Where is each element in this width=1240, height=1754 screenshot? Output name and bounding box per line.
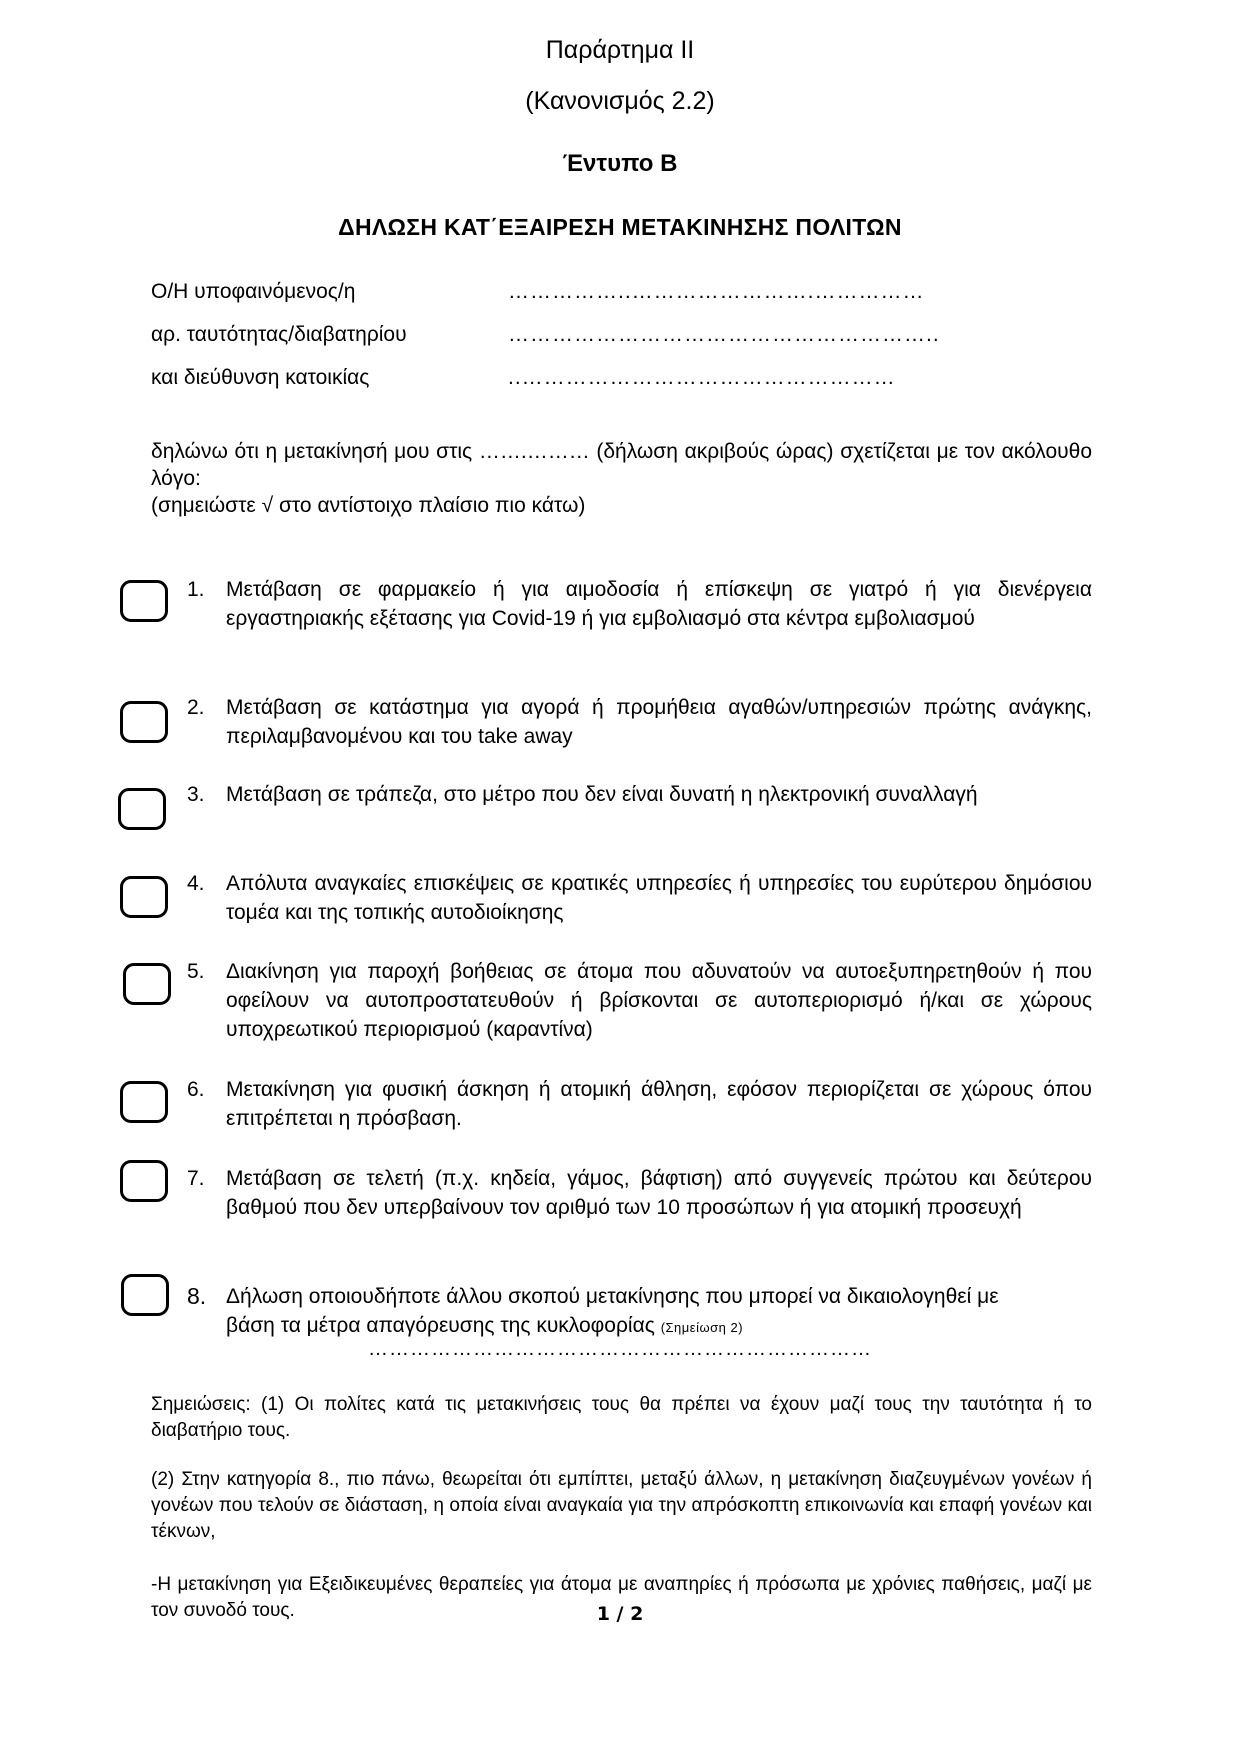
reason-checkbox-3[interactable] [118, 788, 166, 830]
reason-number: 3. [187, 783, 205, 806]
reason-number: 8. [187, 1283, 207, 1309]
instruction-text: (σημειώστε √ στο αντίστοιχο πλαίσιο πιο κάτω) [151, 494, 586, 517]
annex-heading: Παράρτημα ΙΙ [545, 36, 695, 64]
declarant-name-label: Ο/Η υποφαινόμενος/η [151, 280, 356, 303]
address-blank[interactable]: ..…………………………………………… [508, 366, 896, 389]
reason-checkbox-4[interactable] [120, 876, 168, 918]
other-reason-blank[interactable]: ……………………………………………………………… [368, 1338, 872, 1360]
reason-text: Μετακίνηση για φυσική άσκηση ή ατομική άθληση, εφόσον περιορίζεται σε χώρους όπου επιτρέπεται η πρόσβαση. [226, 1078, 1092, 1130]
reason-number: 2. [187, 696, 205, 719]
id-number-label: αρ. ταυτότητας/διαβατηρίου [151, 323, 407, 346]
reason-text-body: Δήλωση οποιουδήποτε άλλου σκοπού μετακίνησης που μπορεί να δικαιολογηθεί με βάση τα μέτρα απαγόρευσης της κυκλοφορίας [226, 1285, 999, 1337]
reason-text: Μετάβαση σε τράπεζα, στο μέτρο που δεν είναι δυνατή η ηλεκτρονική συναλλαγή [226, 783, 978, 806]
page-title: ΔΗΛΩΣΗ ΚΑΤ΄ΕΞΑΙΡΕΣΗ ΜΕΤΑΚΙΝΗΣΗΣ ΠΟΛΙΤΩΝ [338, 214, 902, 240]
reason-note-ref: (Σημείωση 2) [660, 1320, 744, 1335]
regulation-heading: (Κανονισμός 2.2) [525, 87, 715, 115]
reason-checkbox-5[interactable] [123, 963, 171, 1005]
reason-text: Διακίνηση για παροχή βοήθειας σε άτομα που αδυνατούν να αυτοεξυπηρετηθούν ή που οφείλουν να αυτοπροστατευθούν ή βρίσκονται σε αυτοπεριορισμό ή/και σε χώρους υποχρεωτικού περιορισμού (καραντίνα) [226, 960, 1092, 1041]
reason-checkbox-8[interactable] [121, 1274, 169, 1316]
note-2: (2) Στην κατηγορία 8., πιο πάνω, θεωρείται ότι εμπίπτει, μεταξύ άλλων, η μετακίνηση διαζευγμένων γονέων ή γονέων που τελούν σε διάσταση, η οποία είναι αναγκαία για την απρόσκοπτη επικοινωνία και επαφή γονέων και τέκνων, [151, 1469, 1092, 1542]
reason-text: Απόλυτα αναγκαίες επισκέψεις σε κρατικές υπηρεσίες ή υπηρεσίες του ευρύτερου δημόσιου τομέα και της τοπικής αυτοδιοίκησης [226, 872, 1092, 924]
reason-number: 5. [187, 960, 205, 983]
reason-number: 6. [187, 1078, 205, 1101]
reason-text: Μετάβαση σε φαρμακείο ή για αιμοδοσία ή επίσκεψη σε γιατρό ή για διενέργεια εργαστηριακής εξέτασης για Covid-19 ή για εμβολιασμό στα κέντρα εμβολιασμού [226, 578, 1092, 630]
reason-checkbox-6[interactable] [120, 1081, 168, 1123]
reason-checkbox-1[interactable] [120, 580, 168, 622]
reason-checkbox-2[interactable] [120, 701, 168, 743]
form-id-heading: Έντυπο Β [562, 150, 678, 177]
reason-text: Μετάβαση σε τελετή (π.χ. κηδεία, γάμος, βάφτιση) από συγγενείς πρώτου και δεύτερου βαθμού που δεν υπερβαίνουν τον αριθμό των 10 προσώπων ή για ατομική προσευχή [226, 1167, 1092, 1219]
note-1: Σημειώσεις: (1) Οι πολίτες κατά τις μετακινήσεις τους θα πρέπει να έχουν μαζί τους την ταυτότητα ή το διαβατήριο τους. [151, 1394, 1092, 1441]
reason-text: Μετάβαση σε κατάστημα για αγορά ή προμήθεια αγαθών/υπηρεσιών πρώτης ανάγκης, περιλαμβανομένου και του take away [226, 696, 1092, 748]
reason-number: 4. [187, 872, 205, 895]
reason-number: 7. [187, 1167, 205, 1190]
declarant-name-blank[interactable]: ……………..…………………….…………… [508, 280, 925, 303]
reason-checkbox-7[interactable] [120, 1160, 168, 1202]
page-number: 1 / 2 [596, 1603, 644, 1625]
reason-number: 1. [187, 578, 205, 601]
reason-text [226, 1282, 1026, 1342]
id-number-blank[interactable]: ………………………………………………….. [508, 323, 940, 346]
address-label: και διεύθυνση κατοικίας [151, 366, 370, 389]
declaration-text: δηλώνω ότι η μετακίνησή μου στις …….……… (δήλωση ακριβούς ώρας) σχετίζεται με τον ακόλουθο λόγο: [151, 440, 1092, 490]
note-3: -Η μετακίνηση για Εξειδικευμένες θεραπείες για άτομα με αναπηρίες ή πρόσωπα με χρόνιες παθήσεις, μαζί με τον συνοδό τους. [151, 1574, 1092, 1621]
